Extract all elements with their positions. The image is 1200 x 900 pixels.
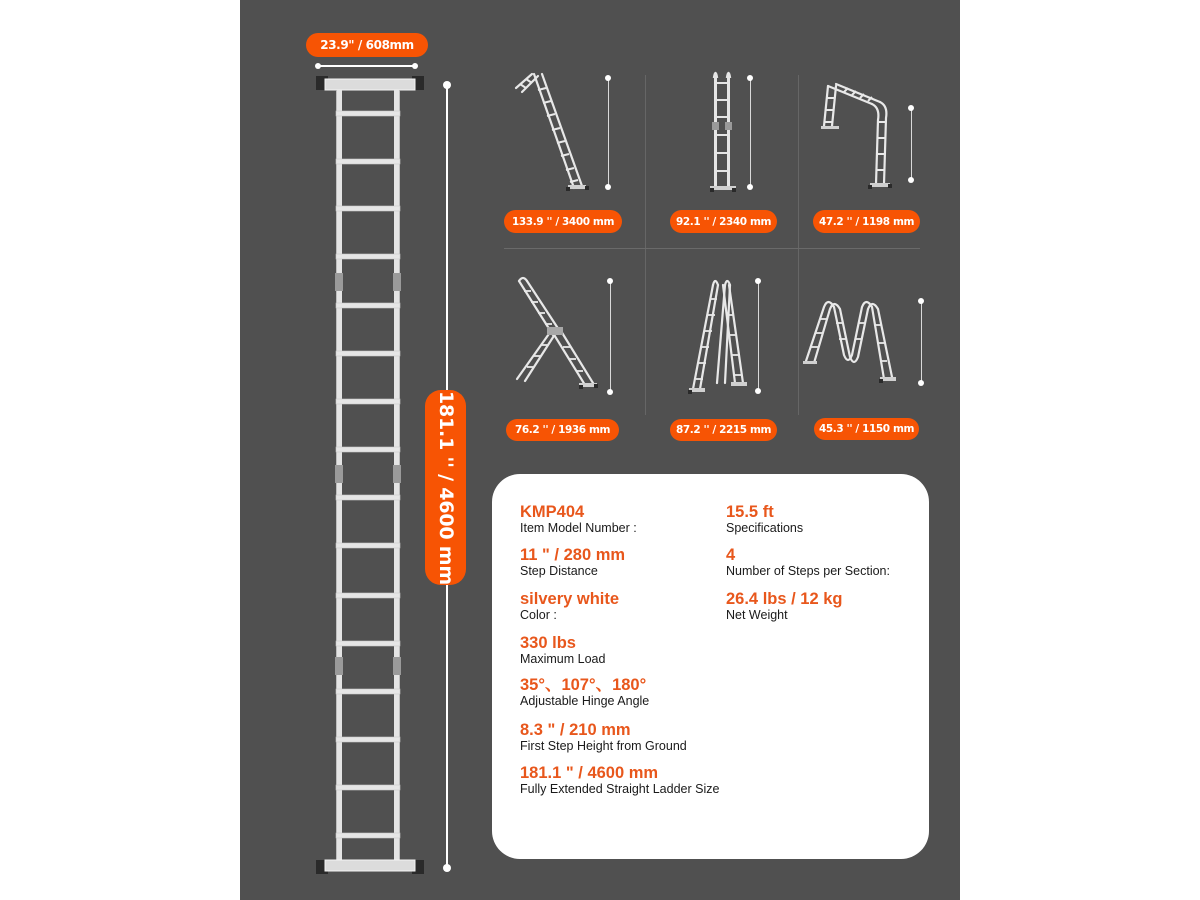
config-dimension-dot xyxy=(908,105,914,111)
config-folded-storage-badge: 92.1 '' / 2340 mm xyxy=(670,210,777,233)
config-dimension-line xyxy=(758,281,759,392)
spec-label: Number of Steps per Section: xyxy=(726,564,890,578)
config-dimension-line xyxy=(911,108,912,180)
spec-label: Maximum Load xyxy=(520,652,606,666)
config-wall-ladder-badge: 76.2 '' / 1936 mm xyxy=(506,419,619,441)
spec-maximum-load xyxy=(520,634,605,667)
height-dimension-label: 181.1 '' / 4600 mm xyxy=(434,390,457,585)
spec-label: First Step Height from Ground xyxy=(520,739,687,753)
spec-label: Adjustable Hinge Angle xyxy=(520,694,650,708)
width-dimension-line xyxy=(318,65,416,67)
spec-step-distance xyxy=(520,546,625,579)
config-a-frame-illustration xyxy=(685,275,755,400)
config-extension-ladder-badge: 133.9 '' / 3400 mm xyxy=(504,210,622,233)
spec-value: KMP404 xyxy=(520,503,585,521)
spec-value: 11 " / 280 mm xyxy=(520,546,626,564)
config-dimension-dot xyxy=(908,177,914,183)
height-dimension-badge xyxy=(425,390,466,585)
spec-value: 26.4 lbs / 12 kg xyxy=(726,590,843,608)
width-dimension-label: 23.9" / 608mm xyxy=(320,38,414,52)
spec-value: 35°、107°、180° xyxy=(520,676,647,694)
config-dimension-line xyxy=(610,281,611,393)
config-dimension-dot xyxy=(918,380,924,386)
config-stairway-badge: 45.3 '' / 1150 mm xyxy=(814,418,919,440)
spec-first-step-height xyxy=(520,721,687,754)
spec-label: Item Model Number : xyxy=(520,521,637,535)
spec-value: silvery white xyxy=(520,590,620,608)
spec-label: Specifications xyxy=(726,521,804,535)
config-dimension-dot xyxy=(755,388,761,394)
config-folded-storage-illustration xyxy=(708,66,738,196)
config-dimension-dot xyxy=(755,278,761,284)
config-dimension-line xyxy=(608,78,609,188)
config-dimension-dot xyxy=(747,75,753,81)
height-dimension-top-dot xyxy=(443,81,451,89)
main-straight-ladder-illustration xyxy=(310,70,430,880)
spec-label: Step Distance xyxy=(520,564,598,578)
grid-separator xyxy=(504,248,920,249)
spec-color xyxy=(520,590,619,623)
config-scaffold-badge: 47.2 '' / 1198 mm xyxy=(813,210,920,233)
config-dimension-dot xyxy=(918,298,924,304)
config-a-frame-badge: 87.2 '' / 2215 mm xyxy=(670,419,777,441)
spec-value: 8.3 " / 210 mm xyxy=(520,721,631,739)
spec-value: 330 lbs xyxy=(520,634,576,652)
config-dimension-dot xyxy=(747,184,753,190)
grid-separator xyxy=(798,75,799,415)
config-extension-ladder-illustration xyxy=(510,70,600,200)
config-stairway-illustration xyxy=(802,295,917,390)
spec-label: Color : xyxy=(520,608,557,622)
config-dimension-dot xyxy=(607,389,613,395)
spec-specifications xyxy=(726,503,803,536)
grid-separator xyxy=(645,75,646,415)
spec-label: Fully Extended Straight Ladder Size xyxy=(520,782,720,796)
spec-hinge-angle xyxy=(520,676,649,709)
spec-item-model-number xyxy=(520,503,637,536)
spec-net-weight xyxy=(726,590,842,623)
height-dimension-bottom-dot xyxy=(443,864,451,872)
spec-extended-size xyxy=(520,764,719,797)
config-scaffold-illustration xyxy=(820,80,910,192)
config-dimension-line xyxy=(921,301,922,383)
width-dimension-badge xyxy=(306,33,428,57)
width-dimension-start-dot xyxy=(315,63,321,69)
config-wall-ladder-illustration xyxy=(505,275,605,390)
config-dimension-dot xyxy=(605,75,611,81)
spec-value: 181.1 " / 4600 mm xyxy=(520,764,659,782)
config-dimension-dot xyxy=(605,184,611,190)
width-dimension-end-dot xyxy=(412,63,418,69)
config-dimension-line xyxy=(750,78,751,188)
spec-value: 15.5 ft xyxy=(726,503,774,521)
config-dimension-dot xyxy=(607,278,613,284)
spec-value: 4 xyxy=(726,546,736,564)
spec-label: Net Weight xyxy=(726,608,788,622)
spec-steps-per-section xyxy=(726,546,890,579)
